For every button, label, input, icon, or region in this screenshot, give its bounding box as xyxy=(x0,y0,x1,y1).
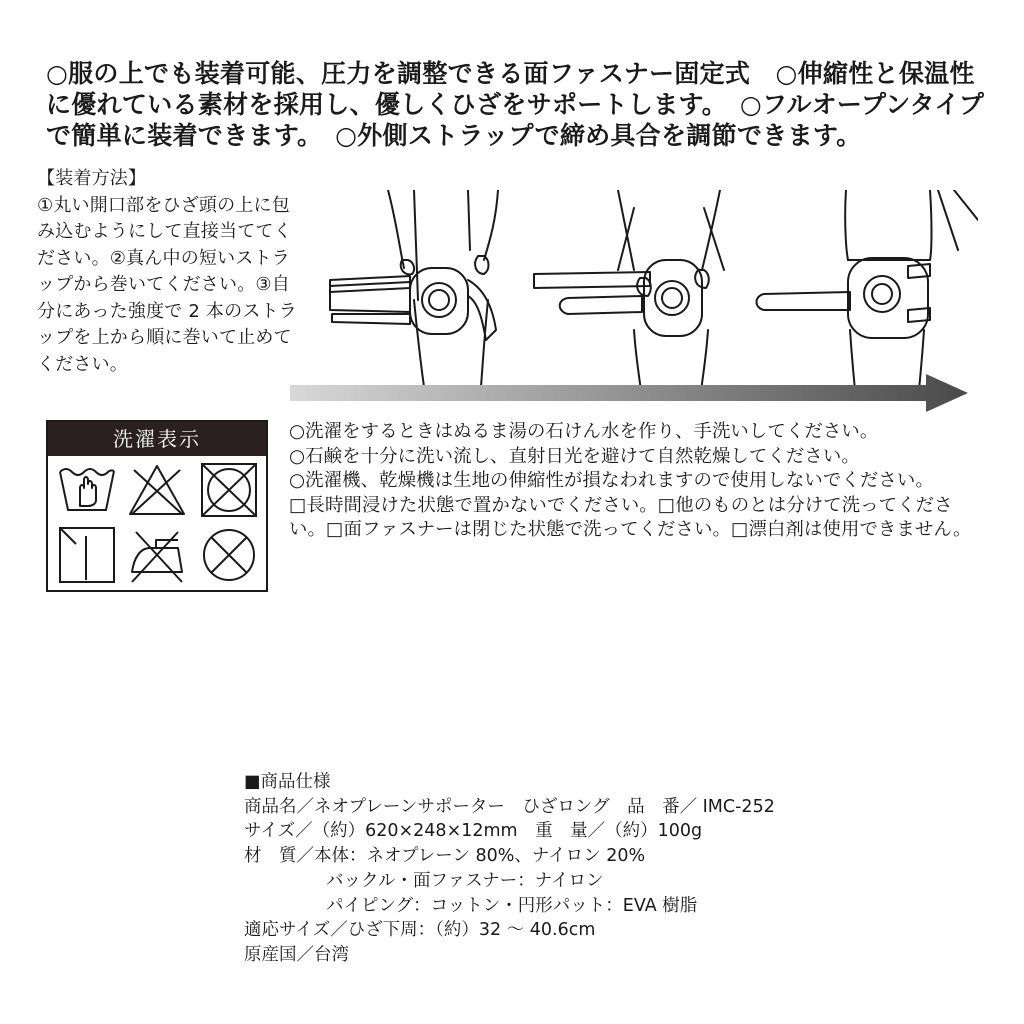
intro-features: ○服の上でも装着可能、圧力を調整できる面ファスナー固定式 ○伸縮性と保温性に優れている素材を採用し、優しくひざをサポートします。 ○フルオープンタイプで簡単に装着できます。 ○外側ストラップで締め具合を調節できます。 xyxy=(46,59,985,150)
product-specs xyxy=(244,770,884,968)
howto-heading: 【装着方法】 xyxy=(37,168,147,189)
step-3-figure xyxy=(757,190,979,400)
step-2-figure xyxy=(534,190,724,400)
no-tumble-dry-icon xyxy=(198,462,260,518)
spec-size-weight: サイズ／（約）620×248×12mm 重 量／（約）100g xyxy=(244,821,703,842)
hand-wash-icon xyxy=(56,462,118,518)
drip-dry-shade-icon xyxy=(56,526,118,584)
care-label-title: 洗濯表示 xyxy=(48,422,266,456)
no-iron-icon xyxy=(126,526,188,584)
care-symbols xyxy=(54,460,262,588)
spec-material-buckle: バックル・面ファスナー：ナイロン xyxy=(326,870,604,891)
spec-product-name: 商品名／ネオプレーンサポーター ひざロング 品 番／ IMC-252 xyxy=(244,796,775,817)
spec-material-piping: パイピング：コットン・円形パット：EVA 樹脂 xyxy=(326,895,698,916)
progress-arrow xyxy=(290,374,970,414)
washing-note: ○洗濯をするときはぬるま湯の石けん水を作り、手洗いしてください。 xyxy=(289,421,879,442)
howto-body: ①丸い開口部をひざ頭の上に包み込むようにして直接当ててください。②真ん中の短いストラップから巻いてください。③自分にあった強度で 2 本のストラップを上から順に巻いて止めてください。 xyxy=(37,194,297,375)
washing-note: ○洗濯機、乾燥機は生地の伸縮性が損なわれますので使用しないでください。 xyxy=(289,470,934,491)
wearing-illustration xyxy=(318,190,978,400)
washing-note: ○石鹸を十分に洗い流し、直射日光を避けて自然乾燥してください。 xyxy=(289,445,860,467)
care-label xyxy=(46,420,268,592)
specs-heading: ■商品仕様 xyxy=(244,772,331,792)
washing-note: □長時間浸けた状態で置かないでください。□他のものとは分けて洗ってください。□面ファスナーは閉じた状態で洗ってください。□漂白剤は使用できません。 xyxy=(289,494,972,540)
step-1-figure xyxy=(330,190,498,400)
howto-section xyxy=(37,166,299,378)
washing-notes xyxy=(289,420,984,543)
spec-material: 材 質／本体：ネオプレーン 80%、ナイロン 20% xyxy=(244,846,646,867)
spec-fit-size: 適応サイズ／ひざ下周：（約）32 ～ 40.6cm xyxy=(244,920,596,941)
no-bleach-icon xyxy=(126,462,188,518)
spec-origin: 原産国／台湾 xyxy=(244,944,349,965)
no-dry-clean-icon xyxy=(198,526,260,584)
